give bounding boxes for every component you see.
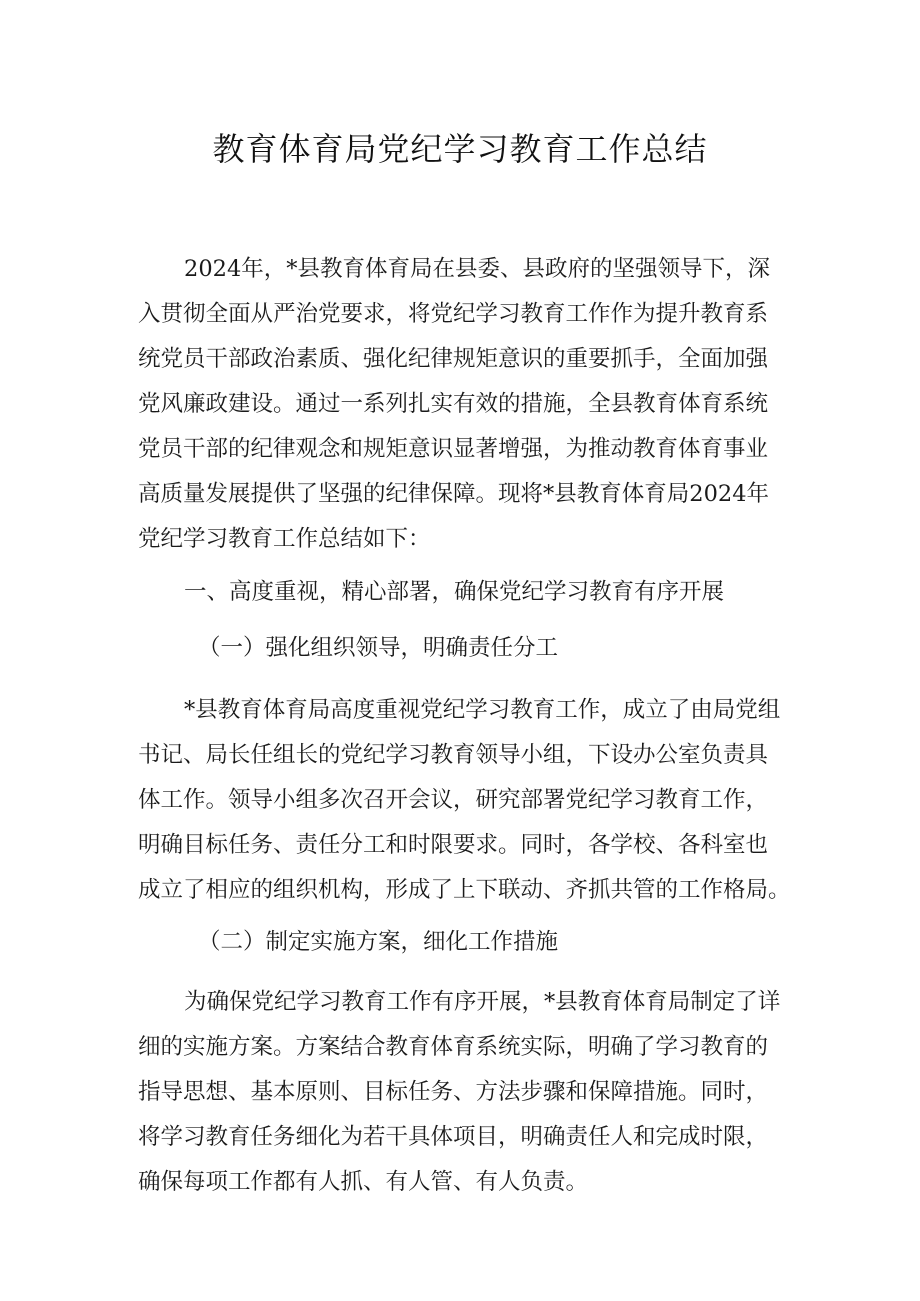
subsection-heading: （二）制定实施方案，细化工作措施 bbox=[198, 929, 559, 955]
intro-line: 统党员干部政治素质、强化纪律规矩意识的重要抓手，全面加强 bbox=[138, 346, 769, 372]
intro-line: 党员干部的纪律观念和规矩意识显著增强，为推动教育体育事业 bbox=[138, 436, 769, 462]
intro-line: 党风廉政建设。通过一系列扎实有效的措施，全县教育体育系统 bbox=[138, 391, 769, 417]
intro-line: 2024年，*县教育体育局在县委、县政府的坚强领导下，深 bbox=[184, 256, 771, 282]
body-line: 为确保党纪学习教育工作有序开展，*县教育体育局制定了详 bbox=[184, 989, 781, 1015]
body-line: 体工作。领导小组多次召开会议，研究部署党纪学习教育工作， bbox=[138, 787, 769, 813]
body-line: *县教育体育局高度重视党纪学习教育工作，成立了由局党组 bbox=[184, 697, 781, 723]
body-line: 明确目标任务、责任分工和时限要求。同时，各学校、各科室也 bbox=[138, 832, 769, 858]
subsection-heading: （一）强化组织领导，明确责任分工 bbox=[198, 635, 559, 661]
intro-line: 高质量发展提供了坚强的纪律保障。现将*县教育体育局2024年 bbox=[138, 481, 770, 507]
body-line: 确保每项工作都有人抓、有人管、有人负责。 bbox=[138, 1169, 589, 1195]
body-line: 书记、局长任组长的党纪学习教育领导小组，下设办公室负责具 bbox=[138, 742, 769, 768]
body-line: 细的实施方案。方案结合教育体育系统实际，明确了学习教育的 bbox=[138, 1034, 769, 1060]
intro-line: 入贯彻全面从严治党要求，将党纪学习教育工作作为提升教育系 bbox=[138, 301, 769, 327]
body-line: 成立了相应的组织机构，形成了上下联动、齐抓共管的工作格局。 bbox=[138, 877, 791, 903]
document-title: 教育体育局党纪学习教育工作总结 bbox=[212, 130, 708, 168]
intro-line: 党纪学习教育工作总结如下： bbox=[138, 526, 431, 552]
body-line: 指导思想、基本原则、目标任务、方法步骤和保障措施。同时， bbox=[138, 1079, 769, 1105]
body-line: 将学习教育任务细化为若干具体项目，明确责任人和完成时限， bbox=[138, 1124, 769, 1150]
section-heading: 一、高度重视，精心部署，确保党纪学习教育有序开展 bbox=[184, 579, 725, 605]
